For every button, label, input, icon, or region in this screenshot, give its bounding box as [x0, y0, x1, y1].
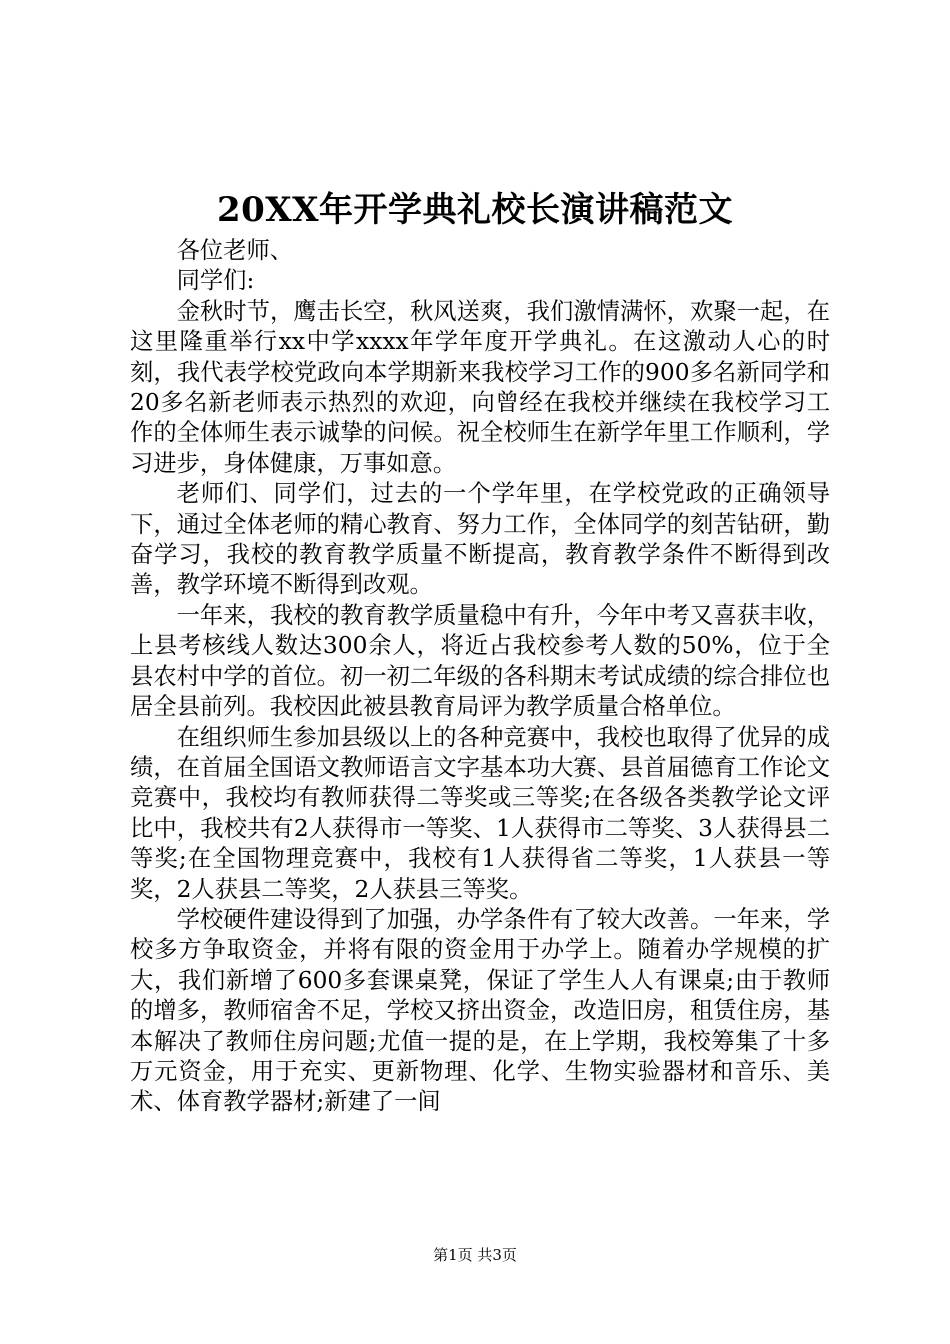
- salutation-teachers: 各位老师、: [176, 237, 294, 264]
- salutation-students: 同学们:: [176, 267, 255, 295]
- document-title: 20XX年开学典礼校长演讲稿范文: [216, 190, 734, 230]
- paragraph-quality: 一年来，我校的教育教学质量稳中有升，今年中考又喜获丰收，上县考核线人数达300余人，将近占我校参考人数的50%，位于全县农村中学的首位。初一初二年级的各科期末考试成绩的综合排位也居全县前列。我校因此被县教育局评为教学质量合格单位。: [130, 601, 830, 721]
- paragraph-opening: 金秋时节，鹰击长空，秋风送爽，我们激情满怀，欢聚一起，在这里隆重举行xx中学xxxx年学年度开学典礼。在这激动人心的时刻，我代表学校党政向本学期新来我校学习工作的900多名新同学和20多名新老师表示热烈的欢迎，向曾经在我校并继续在我校学习工作的全体师生表示诚挚的问候。祝全校师生在新学年里工作顺利，学习进步，身体健康，万事如意。: [130, 297, 830, 477]
- page-number-footer: 第1页 共3页: [433, 1246, 517, 1264]
- document-body: [130, 236, 830, 1118]
- paragraph-facilities: 学校硬件建设得到了加强，办学条件有了较大改善。一年来，学校多方争取资金，并将有限的资金用于办学上。随着办学规模的扩大，我们新增了600多套课桌凳，保证了学生人人有课桌;由于教师的增多，教师宿舍不足，学校又挤出资金，改造旧房，租赁住房，基本解决了教师住房问题;尤值一提的是，在上学期，我校筹集了十多万元资金，用于充实、更新物理、化学、生物实验器材和音乐、美术、体育教学器材;新建了一间: [130, 905, 830, 1116]
- paragraph-competitions: 在组织师生参加县级以上的各种竞赛中，我校也取得了优异的成绩，在首届全国语文教师语言文字基本功大赛、县首届德育工作论文竞赛中，我校均有教师获得二等奖或三等奖;在各级各类教学论文评比中，我校共有2人获得市一等奖、1人获得市二等奖、3人获得县二等奖;在全国物理竞赛中，我校有1人获得省二等奖，1人获县一等奖，2人获县二等奖，2人获县三等奖。: [130, 723, 830, 903]
- paragraph-review: 老师们、同学们，过去的一个学年里，在学校党政的正确领导下，通过全体老师的精心教育、努力工作，全体同学的刻苦钻研，勤奋学习，我校的教育教学质量不断提高，教育教学条件不断得到改善，教学环境不断得到改观。: [130, 480, 830, 599]
